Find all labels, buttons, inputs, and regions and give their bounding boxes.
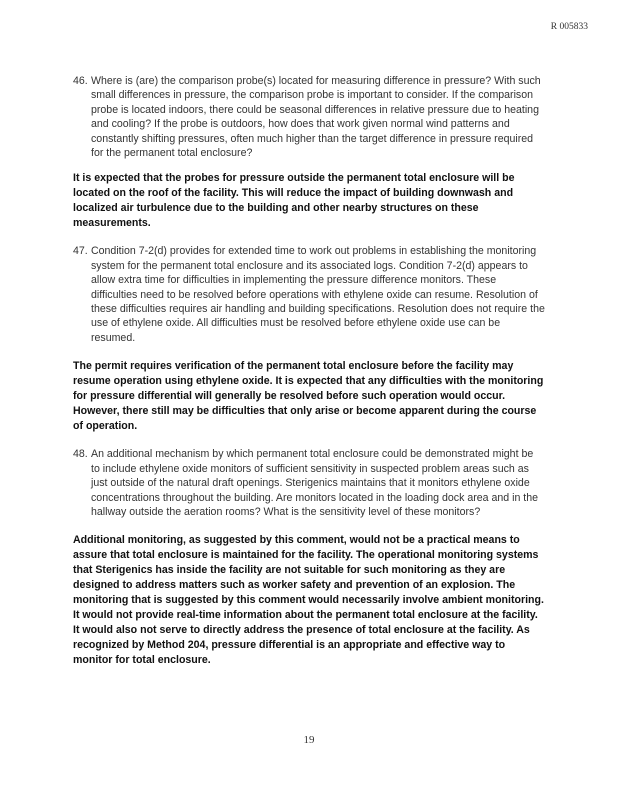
question-number: 48. — [73, 448, 88, 461]
question-46 — [73, 74, 545, 160]
question-text: An additional mechanism by which permanent total enclosure could be demonstrated might be to include ethylene oxide monitors of sufficient sensitivity in suspected problem areas such as just outside of the natural draft openings. Sterigenics maintains that it monitors ethylene oxide concentrations throughout the building. Are monitors located in the loading dock area and in the hallway outside the aeration rooms? What is the sensitivity level of these monitors? — [91, 448, 539, 518]
page-number: 19 — [303, 734, 315, 746]
question-number: 47. — [73, 245, 88, 258]
response-47: The permit requires verification of the permanent total enclosure before the facility may resume operation using ethylene oxide. It is expected that any difficulties with the monitoring for pressure differential will generally be resolved before such operation would occur. However, there still may be difficulties that only arise or become apparent during the course of operation. — [73, 360, 544, 433]
document-body — [73, 74, 545, 668]
question-48 — [73, 447, 545, 519]
response-48: Additional monitoring, as suggested by this comment, would not be a practical means to assure that total enclosure is maintained for the facility. The operational monitoring systems that Sterigenics has inside the facility are not suitable for such monitoring as they are designed to address matters such as worker safety and prevention of an explosion. The monitoring that is suggested by this comment would necessarily involve ambient monitoring. It would not provide real-time information about the permanent total enclosure at the facility. It would also not serve to directly address the presence of total enclosure at the facility. As recognized by Method 204, pressure differential is an appropriate and effective way to monitor for total enclosure. — [73, 534, 544, 667]
question-text: Where is (are) the comparison probe(s) located for measuring difference in pressure? With such small differences in pressure, the comparison probe is important to consider. If the comparison probe is located indoors, there could be seasonal differences in relative pressure due to heating and cooling? If the probe is outdoors, how does that work given normal wind patterns and constantly shifting pressures, often much higher than the target difference in pressure required for the permanent total enclosure? — [91, 75, 541, 160]
question-number: 46. — [73, 75, 88, 87]
question-47 — [73, 244, 545, 345]
question-text: Condition 7-2(d) provides for extended time to work out problems in establishing the monitoring system for the permanent total enclosure and its associated logs. Condition 7-2(d) appears to allow extra time for difficulties in implementing the pressure difference monitors. These difficulties need to be resolved before operations with ethylene oxide can resume. Resolution of these difficulties requires air handling and building specifications. Resolution does not require the use of ethylene oxide. All difficulties must be resolved before ethylene oxide use can be resumed. — [91, 245, 545, 344]
response-46: It is expected that the probes for pressure outside the permanent total enclosure will be located on the roof of the facility. This will reduce the impact of building downwash and localized air turbulence due to the building and other nearby structures on these measurements. — [73, 172, 515, 230]
bates-number: R 005833 — [550, 22, 588, 32]
